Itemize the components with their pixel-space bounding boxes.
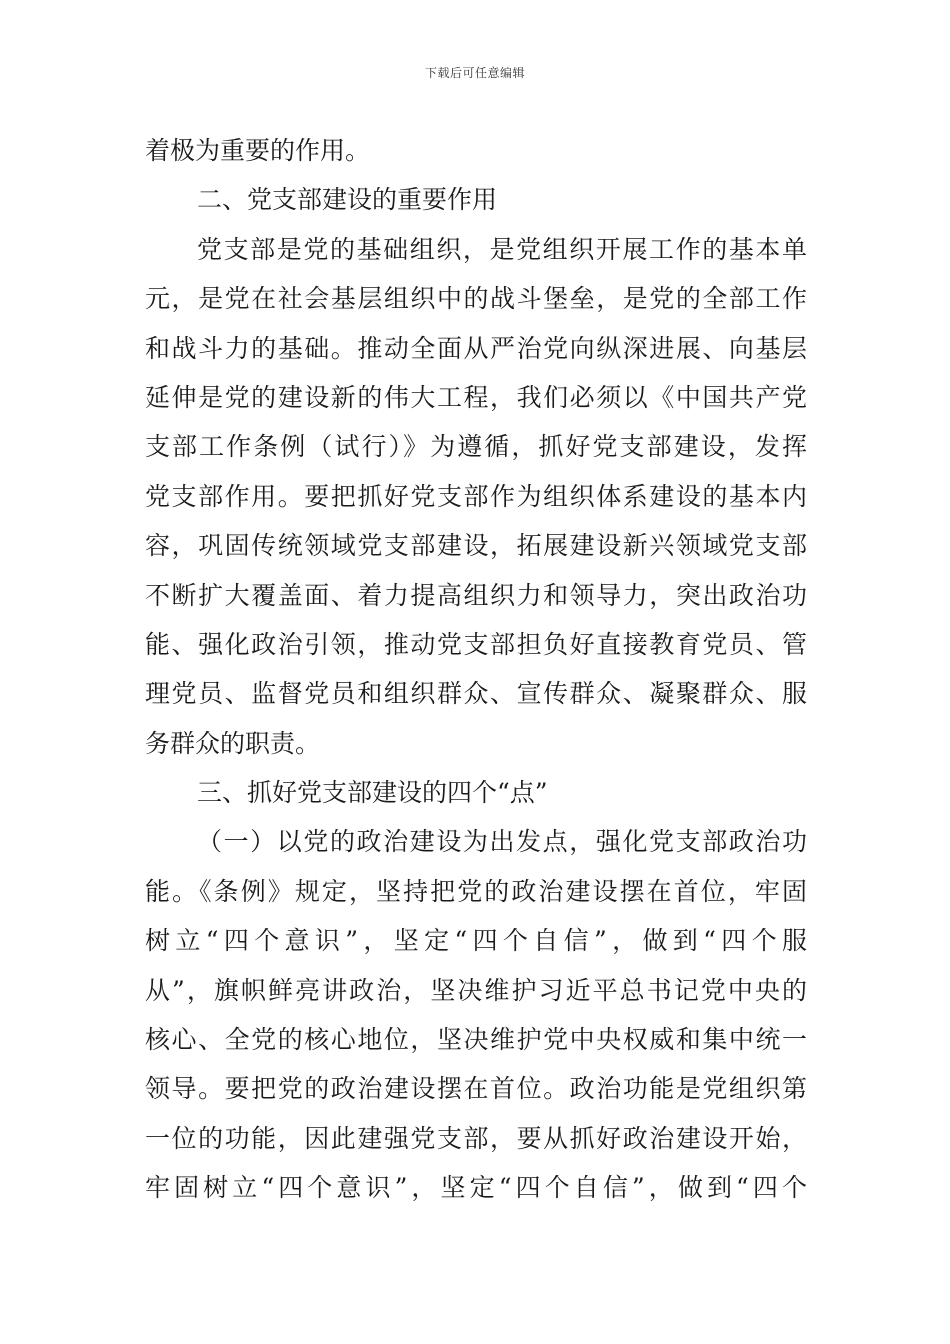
paragraph-line: 容，巩固传统领域党支部建设，拓展建设新兴领域党支部 <box>145 531 807 561</box>
paragraph-line: 领导。要把党的政治建设摆在首位。政治功能是党组织第 <box>145 1074 807 1104</box>
paragraph-line: 一位的功能，因此建强党支部，要从抓好政治建设开始， <box>145 1123 807 1153</box>
header-note: 下载后可任意编辑 <box>424 66 525 80</box>
paragraph-line: 从”，旗帜鲜亮讲政治，坚决维护习近平总书记党中央的 <box>145 975 807 1005</box>
section-heading: 二、党支部建设的重要作用 <box>197 185 498 215</box>
paragraph-line: 和战斗力的基础。推动全面从严治党向纵深进展、向基层 <box>145 333 807 363</box>
paragraph-line: 延伸是党的建设新的伟大工程，我们必须以《中国共产党 <box>145 382 807 412</box>
section-heading: 三、抓好党支部建设的四个“点” <box>197 778 548 808</box>
document-body <box>145 126 807 1213</box>
paragraph-line: 支部工作条例（试行）》为遵循，抓好党支部建设，发挥 <box>145 432 807 462</box>
paragraph-line: 理党员、监督党员和组织群众、宣传群众、凝聚群众、服 <box>145 679 807 709</box>
paragraph-line: 树立“四个意识”，坚定“四个自信”，做到“四个服 <box>145 926 807 956</box>
paragraph-line: 党支部作用。要把抓好党支部作为组织体系建设的基本内 <box>145 481 807 511</box>
paragraph-line: 务群众的职责。 <box>145 728 321 758</box>
paragraph-line: 能。《条例》规定，坚持把党的政治建设摆在首位，牢固 <box>145 876 807 906</box>
paragraph-line: 党支部是党的基础组织，是党组织开展工作的基本单 <box>197 234 807 264</box>
paragraph-line: 牢固树立“四个意识”，坚定“四个自信”，做到“四个 <box>145 1173 807 1203</box>
paragraph-line: 元，是党在社会基层组织中的战斗堡垒，是党的全部工作 <box>145 284 807 314</box>
paragraph-line: （一）以党的政治建设为出发点，强化党支部政治功 <box>197 827 807 857</box>
paragraph-line: 核心、全党的核心地位，坚决维护党中央权威和集中统一 <box>145 1025 807 1055</box>
paragraph-line: 不断扩大覆盖面、着力提高组织力和领导力，突出政治功 <box>145 580 807 610</box>
paragraph-line: 着极为重要的作用。 <box>145 136 371 165</box>
paragraph-line: 能、强化政治引领，推动党支部担负好直接教育党员、管 <box>145 629 807 659</box>
